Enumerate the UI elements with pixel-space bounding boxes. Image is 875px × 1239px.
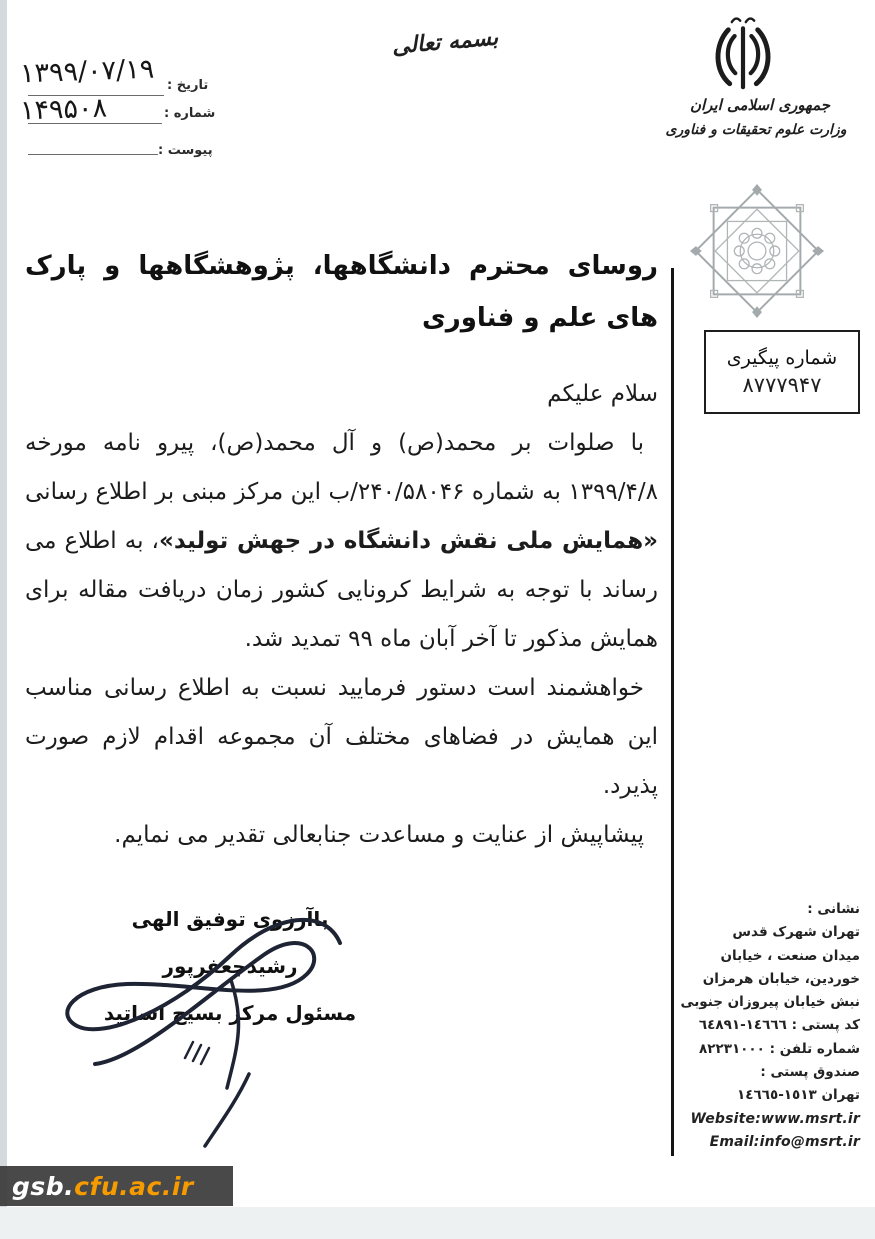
letter-recipient-heading: روسای محترم دانشگاهها، پژوهشگاهها و پارک های علم و فناوری [25, 251, 658, 333]
paragraph-3: پیشاپیش از عنایت و مساعدت جنابعالی تقدیر می نمایم. [114, 822, 644, 848]
postal-code-line: کد پستی : ١٤٦٦٦-٦٤٨٩١ [698, 1017, 860, 1034]
tracking-label: شماره پیگیری [726, 347, 838, 369]
salutation: سلام علیکم [547, 381, 658, 407]
scan-left-edge [0, 0, 7, 1239]
address-line: تهران شهرک قدس [732, 924, 860, 941]
address-line: نشانی : [807, 901, 860, 917]
ministry-name: وزارت علوم تحقیقات و فناوری [665, 122, 847, 138]
signatory-title: مسئول مرکز بسیج اساتید [103, 1001, 357, 1025]
contact-info-block [678, 898, 860, 1154]
attachment-underline [28, 154, 158, 155]
po-box-label-line: صندوق پستی : [760, 1064, 860, 1081]
phone-line: شماره تلفن : ٨٢٢٣١٠٠٠ [698, 1040, 860, 1057]
attachment-label: پیوست : [158, 143, 213, 158]
email-line: Email:info@msrt.ir [709, 1133, 860, 1150]
signature-line-blessing: باآرزوی توفیق الهی [131, 907, 329, 931]
address-line: خوردین، خیابان هرمزان [702, 970, 860, 987]
signature-scrawl-icon [35, 888, 365, 1154]
star-ornament-icon [688, 182, 826, 320]
po-box-line: تهران ١٥١٣-١٤٦٦٥ [736, 1087, 860, 1104]
letter-body [25, 370, 658, 860]
date-label: تاریخ : [167, 78, 209, 93]
paragraph-2: خواهشمند است دستور فرمایید نسبت به اطلاع رسانی مناسب این همایش در فضاهای مختلف آن مجموعه اقدام لازم صورت پذیرد. [25, 675, 658, 799]
paragraph-1-text: با صلوات بر محمد(ص) و آل محمد(ص)، پیرو نامه مورخه ۱۳۹۹/۴/۸ به شماره ۲۴۰/۵۸۰۴۶/ب این مرکز مبنی بر اطلاع رسانی [25, 430, 658, 505]
vertical-divider [671, 268, 674, 1156]
paragraph-1 [25, 419, 658, 664]
tracking-number-box [704, 330, 860, 414]
iran-national-emblem-icon [708, 14, 778, 96]
letter-date-handwritten: ۱۳۹۹/۰۷/۱۹ [19, 53, 155, 90]
conference-title-bold: «همایش ملی نقش دانشگاه در جهش تولید» [158, 528, 658, 554]
website-line: Website:www.msrt.ir [690, 1110, 860, 1127]
watermark-badge [0, 1166, 233, 1206]
address-line: میدان صنعت ، خیابان [720, 947, 860, 964]
number-underline [28, 123, 162, 124]
government-name: جمهوری اسلامی ایران [689, 96, 831, 114]
watermark-prefix: gsb. [12, 1171, 75, 1201]
scan-bottom-edge [0, 1207, 875, 1239]
letter-number-handwritten: ۱۴۹۵۰۸ [19, 92, 108, 127]
address-line: نبش خیابان پیروزان جنوبی [680, 994, 860, 1011]
paragraph-1-continuation: ، به اطلاع می رساند با توجه به شرایط کرونایی کشور زمان دریافت مقاله برای همایش مذکور تا آخر آبان ماه ۹۹ تمدید شد. [25, 528, 658, 652]
date-underline [28, 95, 164, 96]
signatory-name: رشیدجعفرپور [162, 954, 298, 978]
number-label: شماره : [164, 106, 216, 121]
watermark-domain: cfu.ac.ir [74, 1171, 194, 1201]
besmele-calligraphy: بسمه تعالی [390, 25, 500, 60]
tracking-number: ۸۷۷۷۹۴۷ [742, 373, 822, 397]
